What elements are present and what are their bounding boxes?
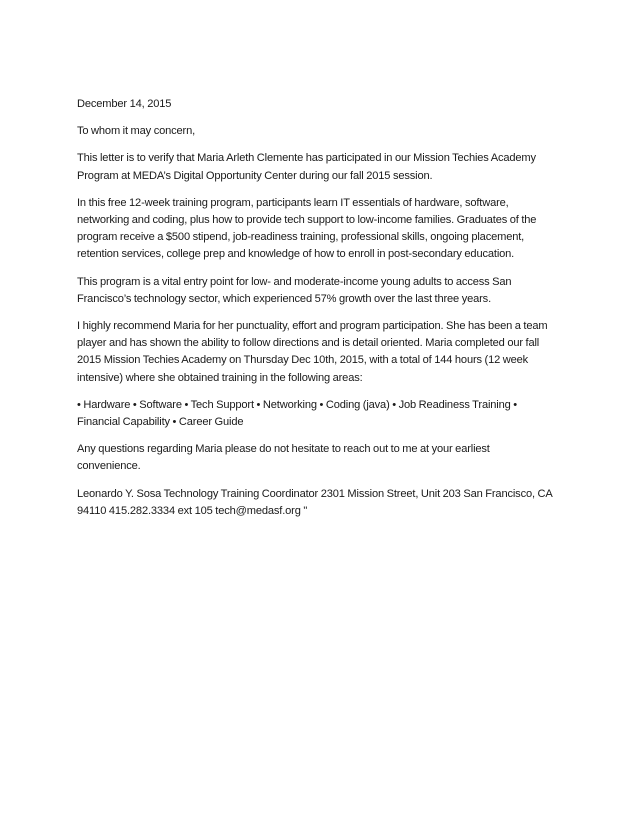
letter-body — [77, 96, 555, 530]
paragraph-closing: Any questions regarding Maria please do not hesitate to reach out to me at your earliest convenience. — [77, 443, 490, 473]
paragraph-training-areas: • Hardware • Software • Tech Support • Networking • Coding (java) • Job Readiness Training • Financial Capability • Career Guide — [77, 398, 518, 429]
letter-date: December 14, 2015 — [77, 98, 172, 110]
paragraph-program-purpose: This program is a vital entry point for low- and moderate-income young adults to access San Francisco’s technology sector, which experienced 57% growth over the last three years. — [77, 275, 512, 305]
paragraph-verification: This letter is to verify that Maria Arleth Clemente has participated in our Mission Techies Academy Program at MEDA’s Digital Opportunity Center during our fall 2015 session. — [77, 152, 536, 182]
paragraph-recommendation: I highly recommend Maria for her punctuality, effort and program participation. She has been a team player and has shown the ability to follow directions and is detail oriented. Maria completed our fall 2015 Mission Techies Academy on Thursday Dec 10th, 2015, with a total of 144 hours (12 week intensive) where she obtained training in the following areas: — [77, 320, 548, 384]
paragraph-program-description: In this free 12-week training program, participants learn IT essentials of hardware, software, networking and coding, plus how to provide tech support to low-income families. Graduates of the program receive a $500 stipend, job-readiness training, professional skills, ongoing placement, retention services, college prep and knowledge of how to enroll in post-secondary education. — [77, 196, 537, 261]
letter-salutation: To whom it may concern, — [77, 125, 196, 138]
signature-block: Leonardo Y. Sosa Technology Training Coordinator 2301 Mission Street, Unit 203 San Francisco, CA 94110 415.282.3334 ext 105 tech@medasf.org " — [77, 487, 553, 517]
